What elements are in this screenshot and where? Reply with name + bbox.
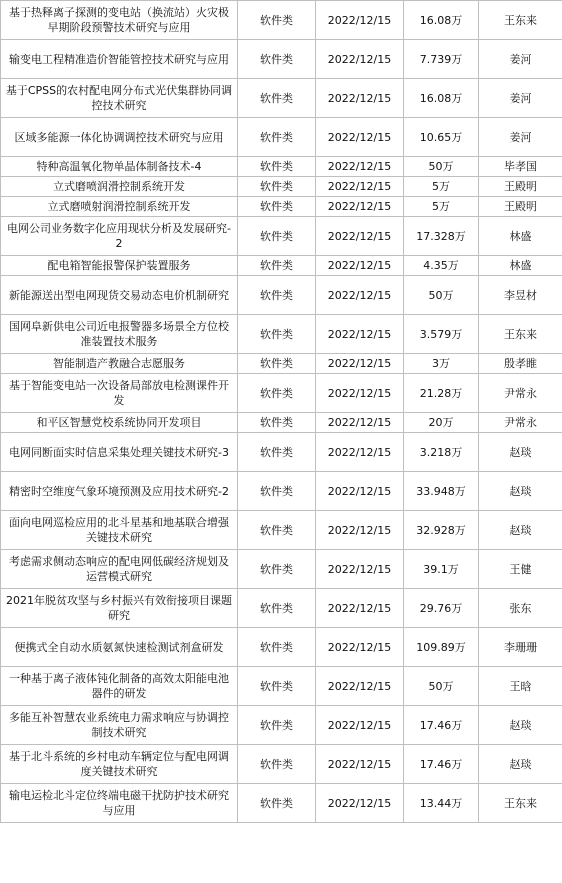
person-cell: 王东来 bbox=[479, 784, 562, 823]
amount-cell: 5万 bbox=[404, 177, 479, 197]
date-cell: 2022/12/15 bbox=[316, 628, 404, 667]
project-name-cell: 特种高温氧化物单晶体制备技术-4 bbox=[1, 157, 238, 177]
table-row bbox=[1, 589, 562, 628]
table-row bbox=[1, 511, 562, 550]
person-cell: 李昱材 bbox=[479, 276, 562, 315]
table-row bbox=[1, 197, 562, 217]
project-name-cell: 考虑需求侧动态响应的配电网低碳经济规划及运营模式研究 bbox=[1, 550, 238, 589]
project-name-cell: 区域多能源一体化协调调控技术研究与应用 bbox=[1, 118, 238, 157]
amount-cell: 16.08万 bbox=[404, 79, 479, 118]
amount-cell: 50万 bbox=[404, 276, 479, 315]
date-cell: 2022/12/15 bbox=[316, 413, 404, 433]
date-cell: 2022/12/15 bbox=[316, 589, 404, 628]
category-cell: 软件类 bbox=[238, 472, 316, 511]
amount-cell: 39.1万 bbox=[404, 550, 479, 589]
category-cell: 软件类 bbox=[238, 315, 316, 354]
date-cell: 2022/12/15 bbox=[316, 276, 404, 315]
date-cell: 2022/12/15 bbox=[316, 745, 404, 784]
date-cell: 2022/12/15 bbox=[316, 118, 404, 157]
table-row bbox=[1, 374, 562, 413]
table-row bbox=[1, 1, 562, 40]
date-cell: 2022/12/15 bbox=[316, 177, 404, 197]
person-cell: 林盛 bbox=[479, 256, 562, 276]
project-name-cell: 基于热释离子探测的变电站（换流站）火灾极早期阶段预警技术研究与应用 bbox=[1, 1, 238, 40]
person-cell: 殷孝睢 bbox=[479, 354, 562, 374]
person-cell: 赵琰 bbox=[479, 706, 562, 745]
person-cell: 姜河 bbox=[479, 40, 562, 79]
amount-cell: 13.44万 bbox=[404, 784, 479, 823]
amount-cell: 29.76万 bbox=[404, 589, 479, 628]
project-name-cell: 面向电网巡检应用的北斗星基和地基联合增强关键技术研究 bbox=[1, 511, 238, 550]
table-row bbox=[1, 550, 562, 589]
table-row bbox=[1, 784, 562, 823]
project-name-cell: 便携式全自动水质氨氮快速检测试剂盒研发 bbox=[1, 628, 238, 667]
table-body bbox=[1, 1, 562, 823]
table-row bbox=[1, 472, 562, 511]
project-name-cell: 多能互补智慧农业系统电力需求响应与协调控制技术研究 bbox=[1, 706, 238, 745]
category-cell: 软件类 bbox=[238, 256, 316, 276]
date-cell: 2022/12/15 bbox=[316, 433, 404, 472]
date-cell: 2022/12/15 bbox=[316, 1, 404, 40]
project-name-cell: 电网公司业务数字化应用现状分析及发展研究-2 bbox=[1, 217, 238, 256]
person-cell: 赵琰 bbox=[479, 433, 562, 472]
table-row bbox=[1, 433, 562, 472]
project-name-cell: 立式磨喷润滑控制系统开发 bbox=[1, 177, 238, 197]
category-cell: 软件类 bbox=[238, 413, 316, 433]
amount-cell: 50万 bbox=[404, 667, 479, 706]
table-row bbox=[1, 256, 562, 276]
date-cell: 2022/12/15 bbox=[316, 197, 404, 217]
person-cell: 张东 bbox=[479, 589, 562, 628]
amount-cell: 3.579万 bbox=[404, 315, 479, 354]
amount-cell: 5万 bbox=[404, 197, 479, 217]
amount-cell: 16.08万 bbox=[404, 1, 479, 40]
amount-cell: 3.218万 bbox=[404, 433, 479, 472]
date-cell: 2022/12/15 bbox=[316, 217, 404, 256]
amount-cell: 17.46万 bbox=[404, 706, 479, 745]
table-row bbox=[1, 177, 562, 197]
date-cell: 2022/12/15 bbox=[316, 354, 404, 374]
table-row bbox=[1, 79, 562, 118]
amount-cell: 3万 bbox=[404, 354, 479, 374]
date-cell: 2022/12/15 bbox=[316, 472, 404, 511]
category-cell: 软件类 bbox=[238, 589, 316, 628]
table-row bbox=[1, 276, 562, 315]
category-cell: 软件类 bbox=[238, 706, 316, 745]
person-cell: 林盛 bbox=[479, 217, 562, 256]
project-name-cell: 基于CPSS的农村配电网分布式光伏集群协同调控技术研究 bbox=[1, 79, 238, 118]
category-cell: 软件类 bbox=[238, 1, 316, 40]
date-cell: 2022/12/15 bbox=[316, 315, 404, 354]
project-name-cell: 精密时空维度气象环境预测及应用技术研究-2 bbox=[1, 472, 238, 511]
project-name-cell: 新能源送出型电网现货交易动态电价机制研究 bbox=[1, 276, 238, 315]
table-row bbox=[1, 40, 562, 79]
category-cell: 软件类 bbox=[238, 628, 316, 667]
category-cell: 软件类 bbox=[238, 354, 316, 374]
category-cell: 软件类 bbox=[238, 118, 316, 157]
project-name-cell: 一种基于离子液体钝化制备的高效太阳能电池器件的研发 bbox=[1, 667, 238, 706]
project-name-cell: 基于智能变电站一次设备局部放电检测课件开发 bbox=[1, 374, 238, 413]
project-name-cell: 和平区智慧党校系统协同开发项目 bbox=[1, 413, 238, 433]
table-row bbox=[1, 413, 562, 433]
category-cell: 软件类 bbox=[238, 197, 316, 217]
amount-cell: 7.739万 bbox=[404, 40, 479, 79]
person-cell: 姜河 bbox=[479, 118, 562, 157]
date-cell: 2022/12/15 bbox=[316, 374, 404, 413]
table-row bbox=[1, 157, 562, 177]
date-cell: 2022/12/15 bbox=[316, 784, 404, 823]
person-cell: 尹常永 bbox=[479, 413, 562, 433]
person-cell: 王健 bbox=[479, 550, 562, 589]
person-cell: 赵琰 bbox=[479, 511, 562, 550]
table-row bbox=[1, 315, 562, 354]
person-cell: 李珊珊 bbox=[479, 628, 562, 667]
person-cell: 王东来 bbox=[479, 315, 562, 354]
category-cell: 软件类 bbox=[238, 177, 316, 197]
date-cell: 2022/12/15 bbox=[316, 157, 404, 177]
category-cell: 软件类 bbox=[238, 40, 316, 79]
category-cell: 软件类 bbox=[238, 784, 316, 823]
amount-cell: 32.928万 bbox=[404, 511, 479, 550]
person-cell: 赵琰 bbox=[479, 472, 562, 511]
amount-cell: 109.89万 bbox=[404, 628, 479, 667]
category-cell: 软件类 bbox=[238, 217, 316, 256]
table-row bbox=[1, 118, 562, 157]
project-name-cell: 立式磨喷射润滑控制系统开发 bbox=[1, 197, 238, 217]
category-cell: 软件类 bbox=[238, 433, 316, 472]
person-cell: 赵琰 bbox=[479, 745, 562, 784]
table-row bbox=[1, 217, 562, 256]
person-cell: 毕孝国 bbox=[479, 157, 562, 177]
project-name-cell: 基于北斗系统的乡村电动车辆定位与配电网调度关键技术研究 bbox=[1, 745, 238, 784]
category-cell: 软件类 bbox=[238, 745, 316, 784]
table-row bbox=[1, 667, 562, 706]
category-cell: 软件类 bbox=[238, 550, 316, 589]
amount-cell: 50万 bbox=[404, 157, 479, 177]
date-cell: 2022/12/15 bbox=[316, 667, 404, 706]
person-cell: 王晗 bbox=[479, 667, 562, 706]
project-name-cell: 电网同断面实时信息采集处理关键技术研究-3 bbox=[1, 433, 238, 472]
date-cell: 2022/12/15 bbox=[316, 40, 404, 79]
category-cell: 软件类 bbox=[238, 511, 316, 550]
person-cell: 王东来 bbox=[479, 1, 562, 40]
category-cell: 软件类 bbox=[238, 157, 316, 177]
category-cell: 软件类 bbox=[238, 667, 316, 706]
category-cell: 软件类 bbox=[238, 276, 316, 315]
person-cell: 王殿明 bbox=[479, 197, 562, 217]
amount-cell: 4.35万 bbox=[404, 256, 479, 276]
amount-cell: 17.328万 bbox=[404, 217, 479, 256]
date-cell: 2022/12/15 bbox=[316, 706, 404, 745]
table-row bbox=[1, 706, 562, 745]
project-name-cell: 配电箱智能报警保护装置服务 bbox=[1, 256, 238, 276]
project-name-cell: 智能制造产教融合志愿服务 bbox=[1, 354, 238, 374]
table-row bbox=[1, 745, 562, 784]
date-cell: 2022/12/15 bbox=[316, 511, 404, 550]
amount-cell: 10.65万 bbox=[404, 118, 479, 157]
person-cell: 王殿明 bbox=[479, 177, 562, 197]
amount-cell: 17.46万 bbox=[404, 745, 479, 784]
project-name-cell: 国网阜新供电公司近电报警器多场景全方位校准装置技术服务 bbox=[1, 315, 238, 354]
date-cell: 2022/12/15 bbox=[316, 79, 404, 118]
category-cell: 软件类 bbox=[238, 374, 316, 413]
table-row bbox=[1, 354, 562, 374]
date-cell: 2022/12/15 bbox=[316, 256, 404, 276]
project-name-cell: 2021年脱贫攻坚与乡村振兴有效衔接项目课题研究 bbox=[1, 589, 238, 628]
date-cell: 2022/12/15 bbox=[316, 550, 404, 589]
person-cell: 姜河 bbox=[479, 79, 562, 118]
table-row bbox=[1, 628, 562, 667]
category-cell: 软件类 bbox=[238, 79, 316, 118]
amount-cell: 33.948万 bbox=[404, 472, 479, 511]
person-cell: 尹常永 bbox=[479, 374, 562, 413]
project-name-cell: 输电运检北斗定位终端电磁干扰防护技术研究与应用 bbox=[1, 784, 238, 823]
project-name-cell: 输变电工程精准造价智能管控技术研究与应用 bbox=[1, 40, 238, 79]
amount-cell: 21.28万 bbox=[404, 374, 479, 413]
amount-cell: 20万 bbox=[404, 413, 479, 433]
